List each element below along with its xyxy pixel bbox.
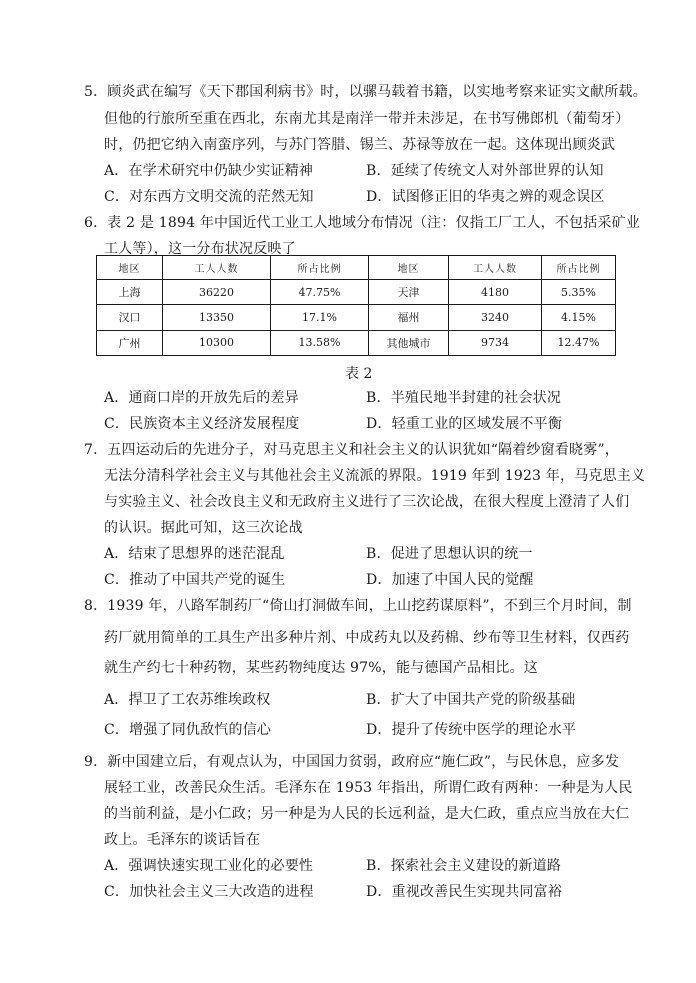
q9-option-a: A．强调快速实现工业化的必要性 [104,858,314,874]
table-header-cell: 工人人数 [163,256,271,280]
table-cell: 4180 [449,279,542,304]
table-cell: 福州 [369,305,449,330]
table-cell: 17.1% [271,305,369,330]
q6-option-c: C．民族资本主义经济发展程度 [104,416,300,432]
table-row [97,330,616,355]
table-header-cell: 所占比例 [271,256,369,280]
table-cell: 9734 [449,330,542,355]
q5-option-d: D．试图修正旧的华夷之辨的观念误区 [366,189,605,205]
q7-option-c: C．推动了中国共产党的诞生 [104,572,286,588]
q8-stem-line-1: 8．1939 年，八路军制药厂“倚山打洞做车间，上山挖药谋原料”，不到三个月时间，制 [84,598,632,614]
q8-option-c: C．增强了同仇敌忾的信心 [104,722,272,738]
q7-option-b: B．促进了思想认识的统一 [366,546,533,562]
table-cell: 5.35% [542,279,616,304]
q9-stem-line-1: 9．新中国建立后，有观点认为，中国国力贫弱，政府应“施仁政”，与民休息，应多发 [84,754,620,770]
worker-distribution-table [96,255,616,356]
q9-stem-line-4: 政上。毛泽东的谈话旨在 [104,832,261,848]
q6-option-b: B．半殖民地半封建的社会状况 [366,390,562,406]
table-cell: 4.15% [542,305,616,330]
table-cell: 上海 [97,279,163,304]
q8-stem-line-3: 就生产约七十种药物，某些药物纯度达 97%，能与德国产品相比。这 [104,660,538,676]
q7-stem-line-4: 的认识。据此可知，这三次论战 [104,520,303,536]
table-header-cell: 所占比例 [542,256,616,280]
q9-option-d: D．重视改善民生实现共同富裕 [366,884,563,900]
q8-stem-line-2: 药厂就用简单的工具生产出多种片剂、中成药丸以及药棉、纱布等卫生材料，仅西药 [104,630,630,646]
q5-stem-line-2: 但他的行旅所至重在西北，东南尤其是南洋一带并未涉足，在书写佛郎机（葡萄牙） [104,111,630,127]
table-cell: 36220 [163,279,271,304]
q5-option-b: B．延续了传统文人对外部世界的认知 [366,163,604,179]
q5-option-c: C．对东西方文明交流的茫然无知 [104,189,314,205]
q6-option-a: A．通商口岸的开放先后的差异 [104,390,299,406]
q9-option-c: C．加快社会主义三大改造的进程 [104,884,314,900]
q7-stem-line-2: 无法分清科学社会主义与其他社会主义流派的界限。1919 年到 1923 年，马克思主义 [104,468,646,484]
table-cell: 其他城市 [369,330,449,355]
q9-stem-line-3: 的当前利益，是小仁政；另一种是为人民的长远利益，是大仁政，重点应当放在大仁 [104,806,630,822]
table-header-row [97,256,616,280]
q7-option-d: D．加速了中国人民的觉醒 [366,572,534,588]
table-cell: 汉口 [97,305,163,330]
q7-stem-line-1: 7．五四运动后的先进分子，对马克思主义和社会主义的认识犹如“隔着纱窗看晓雾”， [84,442,620,458]
table-row [97,305,616,330]
q6-stem-line-1: 6．表 2 是 1894 年中国近代工业工人地域分布情况（注：仅指工厂工人，不包括采矿业 [84,215,641,231]
table-cell: 13350 [163,305,271,330]
q6-option-d: D．轻重工业的区域发展不平衡 [366,416,563,432]
table-cell: 广州 [97,330,163,355]
q8-option-a: A．捍卫了工农苏维埃政权 [104,692,271,708]
q7-option-a: A．结束了思想界的迷茫混乱 [104,546,285,562]
q9-stem-line-2: 展轻工业，改善民众生活。毛泽东在 1953 年指出，所谓仁政有两种：一种是为人民 [104,780,633,796]
table-cell: 47.75% [271,279,369,304]
table-cell: 3240 [449,305,542,330]
table-header-cell: 地区 [97,256,163,280]
table-row [97,279,616,304]
q5-stem-line-1: 5．顾炎武在编写《天下郡国利病书》时，以骡马载着书籍，以实地考察来证实文献所载。 [84,84,647,100]
q6-stem-line-2: 工人等），这一分布状况反映了 [104,241,296,257]
table-cell: 10300 [163,330,271,355]
q8-option-d: D．提升了传统中医学的理论水平 [366,722,577,738]
table-caption: 表 2 [345,366,373,382]
q8-option-b: B．扩大了中国共产党的阶级基础 [366,692,576,708]
q5-stem-line-3: 时，仍把它纳入南蛮序列，与苏门答腊、锡兰、苏禄等放在一起。这体现出顾炎武 [104,137,616,153]
table-header-cell: 地区 [369,256,449,280]
q7-stem-line-3: 与实验主义、社会改良主义和无政府主义进行了三次论战，在很大程度上澄清了人们 [104,494,630,510]
q5-option-a: A．在学术研究中仍缺少实证精神 [104,163,314,179]
q9-option-b: B．探索社会主义建设的新道路 [366,858,562,874]
table-header-cell: 工人人数 [449,256,542,280]
table-cell: 天津 [369,279,449,304]
table-cell: 12.47% [542,330,616,355]
table-cell: 13.58% [271,330,369,355]
